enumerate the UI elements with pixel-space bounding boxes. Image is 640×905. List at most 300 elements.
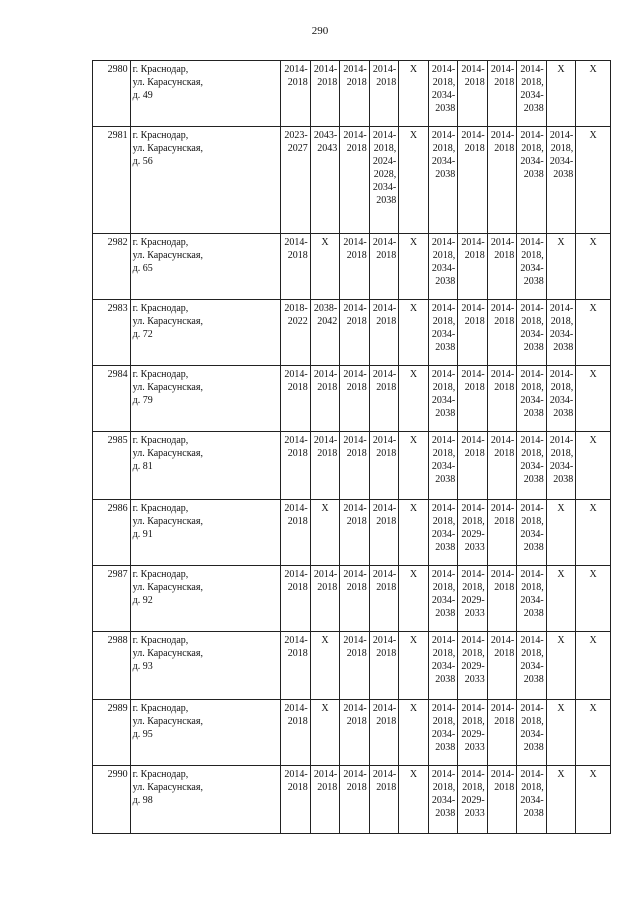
cell-line: 2018 — [287, 382, 308, 393]
cell-line: 2018 — [287, 448, 308, 459]
address-cell — [130, 432, 281, 500]
address-line: ул. Карасунская, — [132, 143, 203, 154]
cell-line: 2042 — [317, 316, 338, 327]
period-cell — [281, 234, 311, 300]
not-applicable-mark — [576, 366, 611, 432]
cell-line: 2014- — [461, 64, 485, 75]
cell-line: 2038- — [313, 303, 338, 314]
cell-line: 2014- — [520, 303, 544, 314]
cell-line: 2018, — [521, 382, 544, 393]
cell-line: 2018, — [521, 143, 544, 154]
address-line: д. 91 — [132, 529, 153, 540]
address-line: ул. Карасунская, — [132, 250, 203, 261]
cell-line: 2014- — [431, 503, 456, 514]
cell-line: 2018, — [432, 77, 456, 88]
period-cell — [546, 432, 576, 500]
period-cell — [458, 432, 488, 500]
cell-line: 2014- — [431, 435, 456, 446]
cell-line: 2018 — [346, 582, 367, 593]
cell-line: X — [409, 435, 418, 446]
cell-line: 2034- — [431, 156, 456, 167]
cell-line: 2034- — [549, 156, 574, 167]
not-applicable-mark — [399, 234, 429, 300]
address-cell — [130, 127, 281, 234]
not-applicable-mark — [399, 500, 429, 566]
cell-line: 2018 — [376, 77, 397, 88]
address-line: ул. Карасунская, — [132, 716, 203, 727]
cell-line: 2034- — [431, 395, 456, 406]
period-cell — [281, 127, 311, 234]
address-line: г. Краснодар, — [132, 569, 189, 580]
period-cell — [517, 300, 547, 366]
table-row — [93, 500, 611, 566]
cell-line: 2018 — [287, 516, 308, 527]
period-cell — [517, 432, 547, 500]
period-cell — [517, 61, 547, 127]
period-cell — [458, 127, 488, 234]
cell-line: 2014- — [313, 64, 338, 75]
cell-line: 2014- — [490, 769, 515, 780]
cell-line: 2014- — [520, 435, 544, 446]
cell-line: 2014- — [490, 703, 515, 714]
period-cell — [487, 366, 517, 432]
cell-line: 2014- — [284, 569, 308, 580]
cell-line: 2014- — [431, 369, 456, 380]
period-cell — [281, 700, 311, 766]
cell-line: 2038 — [435, 342, 456, 353]
cell-line: 2014- — [490, 503, 515, 514]
period-cell — [487, 566, 517, 632]
cell-line: 2014- — [461, 303, 485, 314]
address-line: д. 95 — [132, 729, 153, 740]
cell-line: 2014- — [372, 130, 397, 141]
cell-line: 2014- — [461, 369, 485, 380]
cell-line: 2014- — [520, 369, 544, 380]
not-applicable-mark — [546, 500, 576, 566]
period-cell — [428, 766, 458, 834]
cell-line: 2018 — [464, 316, 485, 327]
period-cell — [458, 366, 488, 432]
not-applicable-mark — [310, 234, 340, 300]
cell-line: 2018 — [287, 716, 308, 727]
cell-line: 2027 — [287, 143, 308, 154]
cell-line: 2034- — [431, 90, 456, 101]
period-cell — [487, 300, 517, 366]
period-cell — [369, 766, 399, 834]
not-applicable-mark — [310, 700, 340, 766]
period-cell — [310, 566, 340, 632]
cell-line: 2018 — [346, 77, 367, 88]
cell-line: 2014- — [490, 64, 515, 75]
address-line: д. 72 — [132, 329, 153, 340]
not-applicable-mark — [546, 234, 576, 300]
address-line: ул. Карасунская, — [132, 782, 203, 793]
cell-line: 2018 — [494, 316, 515, 327]
cell-line: X — [589, 569, 597, 580]
cell-line: 2014- — [372, 635, 397, 646]
cell-line: 2014- — [372, 237, 397, 248]
cell-line: X — [409, 769, 418, 780]
cell-line: 2033 — [464, 808, 485, 819]
table-row — [93, 632, 611, 700]
cell-line: 2014- — [461, 635, 485, 646]
row-number: 2985 — [93, 432, 131, 500]
cell-line: 2018 — [287, 648, 308, 659]
cell-line: 2014- — [343, 237, 367, 248]
not-applicable-mark — [546, 566, 576, 632]
address-line: г. Краснодар, — [132, 503, 189, 514]
address-line: д. 56 — [132, 156, 153, 167]
cell-line: 2014- — [490, 303, 515, 314]
cell-line: X — [409, 237, 418, 248]
not-applicable-mark — [576, 500, 611, 566]
cell-line: 2018 — [287, 250, 308, 261]
row-number: 2988 — [93, 632, 131, 700]
period-cell — [281, 61, 311, 127]
cell-line: 2014- — [461, 130, 485, 141]
row-number: 2981 — [93, 127, 131, 234]
row-number: 2980 — [93, 61, 131, 127]
period-cell — [369, 300, 399, 366]
cell-line: 2022 — [287, 316, 308, 327]
cell-line: X — [409, 130, 418, 141]
not-applicable-mark — [576, 632, 611, 700]
cell-line: 2014- — [549, 369, 574, 380]
period-cell — [281, 432, 311, 500]
address-line: г. Краснодар, — [132, 369, 189, 380]
cell-line: 2034- — [372, 182, 397, 193]
period-cell — [458, 234, 488, 300]
cell-line: 2018, — [432, 316, 456, 327]
period-cell — [340, 566, 370, 632]
cell-line: 2018 — [287, 782, 308, 793]
address-line: д. 79 — [132, 395, 153, 406]
table-row — [93, 766, 611, 834]
cell-line: 2038 — [523, 542, 544, 553]
not-applicable-mark — [399, 432, 429, 500]
cell-line: 2014- — [313, 435, 338, 446]
cell-line: 2018, — [521, 782, 544, 793]
period-cell — [458, 500, 488, 566]
not-applicable-mark — [576, 127, 611, 234]
address-line: г. Краснодар, — [132, 130, 189, 141]
address-line: ул. Карасунская, — [132, 648, 203, 659]
cell-line: 2018 — [346, 382, 367, 393]
cell-line: 2038 — [553, 169, 574, 180]
cell-line: 2038 — [435, 276, 456, 287]
cell-line: 2038 — [523, 608, 544, 619]
cell-line: 2029- — [461, 595, 485, 606]
not-applicable-mark — [576, 234, 611, 300]
address-line: д. 93 — [132, 661, 153, 672]
cell-line: 2018 — [376, 648, 397, 659]
cell-line: X — [409, 569, 418, 580]
period-cell — [517, 766, 547, 834]
cell-line: 2034- — [549, 461, 574, 472]
not-applicable-mark — [399, 127, 429, 234]
cell-line: 2018, — [521, 716, 544, 727]
cell-line: X — [409, 369, 418, 380]
address-cell — [130, 234, 281, 300]
cell-line: 2034- — [431, 529, 456, 540]
row-number: 2984 — [93, 366, 131, 432]
cell-line: 2014- — [313, 569, 338, 580]
cell-line: 2014- — [372, 369, 397, 380]
not-applicable-mark — [546, 700, 576, 766]
cell-line: 2018, — [462, 582, 485, 593]
cell-line: X — [589, 64, 597, 75]
period-cell — [458, 700, 488, 766]
address-line: г. Краснодар, — [132, 237, 189, 248]
cell-line: 2018 — [346, 448, 367, 459]
cell-line: 2014- — [520, 635, 544, 646]
cell-line: 2014- — [461, 703, 485, 714]
cell-line: 2034- — [520, 729, 544, 740]
period-cell — [546, 300, 576, 366]
cell-line: 2038 — [435, 808, 456, 819]
period-cell — [487, 61, 517, 127]
cell-line: 2014- — [343, 369, 367, 380]
cell-line: 2033 — [464, 542, 485, 553]
period-cell — [340, 766, 370, 834]
cell-line: 2018, — [550, 382, 574, 393]
period-cell — [310, 300, 340, 366]
address-cell — [130, 766, 281, 834]
cell-line: 2018, — [432, 716, 456, 727]
cell-line: 2038 — [553, 342, 574, 353]
cell-line: 2014- — [520, 569, 544, 580]
cell-line: 2034- — [431, 595, 456, 606]
cell-line: 2014- — [284, 64, 308, 75]
address-cell — [130, 300, 281, 366]
cell-line: 2014- — [549, 130, 574, 141]
cell-line: 2018 — [346, 782, 367, 793]
cell-line: 2018, — [432, 516, 456, 527]
cell-line: 2018 — [376, 448, 397, 459]
cell-line: 2038 — [553, 474, 574, 485]
period-cell — [340, 432, 370, 500]
period-cell — [340, 127, 370, 234]
period-cell — [428, 500, 458, 566]
period-cell — [369, 366, 399, 432]
address-line: ул. Карасунская, — [132, 582, 203, 593]
cell-line: 2014- — [372, 769, 397, 780]
cell-line: 2018, — [373, 143, 397, 154]
cell-line: 2014- — [343, 703, 367, 714]
cell-line: 2014- — [431, 303, 456, 314]
period-cell — [369, 432, 399, 500]
cell-line: 2014- — [431, 703, 456, 714]
address-cell — [130, 566, 281, 632]
cell-line: 2014- — [343, 635, 367, 646]
table-row — [93, 300, 611, 366]
cell-line: 2038 — [523, 808, 544, 819]
cell-line: X — [589, 703, 597, 714]
address-line: г. Краснодар, — [132, 435, 189, 446]
address-cell — [130, 632, 281, 700]
table-row — [93, 432, 611, 500]
cell-line: 2038 — [435, 408, 456, 419]
period-cell — [281, 766, 311, 834]
cell-line: 2014- — [520, 503, 544, 514]
table-row — [93, 566, 611, 632]
cell-line: 2018 — [317, 582, 338, 593]
cell-line: 2018, — [462, 716, 485, 727]
cell-line: 2014- — [431, 635, 456, 646]
cell-line: 2014- — [313, 769, 338, 780]
cell-line: 2014- — [343, 769, 367, 780]
cell-line: X — [557, 769, 565, 780]
cell-line: 2014- — [431, 769, 456, 780]
cell-line: 2014- — [343, 569, 367, 580]
cell-line: 2038 — [553, 408, 574, 419]
cell-line: X — [557, 237, 565, 248]
cell-line: 2038 — [523, 276, 544, 287]
period-cell — [517, 234, 547, 300]
cell-line: 2018, — [432, 143, 456, 154]
period-cell — [340, 234, 370, 300]
cell-line: 2018, — [432, 250, 456, 261]
cell-line: 2018 — [287, 77, 308, 88]
cell-line: 2018, — [432, 782, 456, 793]
cell-line: 2018 — [346, 716, 367, 727]
period-cell — [517, 366, 547, 432]
cell-line: X — [589, 237, 597, 248]
cell-line: 2018, — [521, 316, 544, 327]
cell-line: 2018, — [432, 582, 456, 593]
cell-line: 2014- — [343, 130, 367, 141]
cell-line: 2014- — [431, 64, 456, 75]
period-cell — [369, 127, 399, 234]
cell-line: 2018 — [346, 316, 367, 327]
cell-line: 2018 — [376, 582, 397, 593]
cell-line: 2018, — [462, 516, 485, 527]
cell-line: 2018- — [284, 303, 308, 314]
cell-line: 2034- — [431, 729, 456, 740]
cell-line: 2014- — [490, 130, 515, 141]
address-line: ул. Карасунская, — [132, 516, 203, 527]
period-cell — [310, 366, 340, 432]
period-cell — [458, 300, 488, 366]
address-line: д. 49 — [132, 90, 153, 101]
cell-line: 2034- — [520, 90, 544, 101]
cell-line: X — [409, 503, 418, 514]
not-applicable-mark — [310, 500, 340, 566]
cell-line: 2018 — [376, 716, 397, 727]
cell-line: 2014- — [490, 369, 515, 380]
period-cell — [340, 632, 370, 700]
cell-line: X — [589, 303, 597, 314]
cell-line: 2034- — [520, 795, 544, 806]
period-cell — [487, 127, 517, 234]
table-row — [93, 234, 611, 300]
cell-line: 2014- — [461, 435, 485, 446]
cell-line: 2018, — [550, 143, 574, 154]
cell-line: X — [321, 635, 329, 646]
cell-line: 2014- — [549, 303, 574, 314]
period-cell — [487, 432, 517, 500]
period-cell — [281, 300, 311, 366]
period-cell — [487, 500, 517, 566]
not-applicable-mark — [399, 700, 429, 766]
cell-line: 2034- — [520, 329, 544, 340]
row-number: 2986 — [93, 500, 131, 566]
cell-line: X — [589, 503, 597, 514]
cell-line: 2018 — [376, 516, 397, 527]
cell-line: 2018 — [464, 143, 485, 154]
cell-line: 2038 — [523, 742, 544, 753]
cell-line: X — [321, 703, 329, 714]
cell-line: 2018, — [432, 648, 456, 659]
address-cell — [130, 500, 281, 566]
period-cell — [546, 127, 576, 234]
cell-line: 2034- — [520, 661, 544, 672]
cell-line: 2018 — [346, 250, 367, 261]
cell-line: 2014- — [284, 503, 308, 514]
cell-line: 2014- — [431, 130, 456, 141]
cell-line: 2018 — [346, 648, 367, 659]
table-row — [93, 700, 611, 766]
cell-line: 2018, — [462, 782, 485, 793]
cell-line: 2018 — [376, 316, 397, 327]
cell-line: 2018 — [464, 250, 485, 261]
cell-line: 2029- — [461, 729, 485, 740]
registry-table — [92, 60, 611, 834]
cell-line: 2018 — [346, 143, 367, 154]
cell-line: 2018, — [521, 516, 544, 527]
period-cell — [428, 566, 458, 632]
address-cell — [130, 700, 281, 766]
cell-line: 2034- — [520, 461, 544, 472]
cell-line: X — [589, 369, 597, 380]
not-applicable-mark — [576, 300, 611, 366]
period-cell — [369, 632, 399, 700]
cell-line: 2014- — [343, 503, 367, 514]
period-cell — [458, 61, 488, 127]
cell-line: 2034- — [431, 661, 456, 672]
cell-line: X — [321, 503, 329, 514]
cell-line: 2034- — [549, 329, 574, 340]
not-applicable-mark — [576, 766, 611, 834]
cell-line: 2018 — [287, 582, 308, 593]
cell-line: 2038 — [523, 408, 544, 419]
cell-line: 2018 — [376, 250, 397, 261]
cell-line: 2018 — [464, 448, 485, 459]
address-line: ул. Карасунская, — [132, 448, 203, 459]
period-cell — [517, 700, 547, 766]
table-row — [93, 127, 611, 234]
cell-line: 2034- — [520, 595, 544, 606]
period-cell — [369, 566, 399, 632]
not-applicable-mark — [310, 632, 340, 700]
cell-line: 2014- — [520, 769, 544, 780]
cell-line: 2034- — [520, 395, 544, 406]
period-cell — [458, 632, 488, 700]
cell-line: 2034- — [520, 156, 544, 167]
cell-line: 2038 — [435, 608, 456, 619]
cell-line: 2038 — [376, 195, 397, 206]
cell-line: 2038 — [435, 542, 456, 553]
cell-line: 2034- — [431, 795, 456, 806]
cell-line: 2014- — [520, 237, 544, 248]
address-line: г. Краснодар, — [132, 303, 189, 314]
cell-line: 2038 — [523, 474, 544, 485]
period-cell — [487, 234, 517, 300]
period-cell — [281, 366, 311, 432]
not-applicable-mark — [546, 632, 576, 700]
period-cell — [281, 632, 311, 700]
period-cell — [369, 500, 399, 566]
